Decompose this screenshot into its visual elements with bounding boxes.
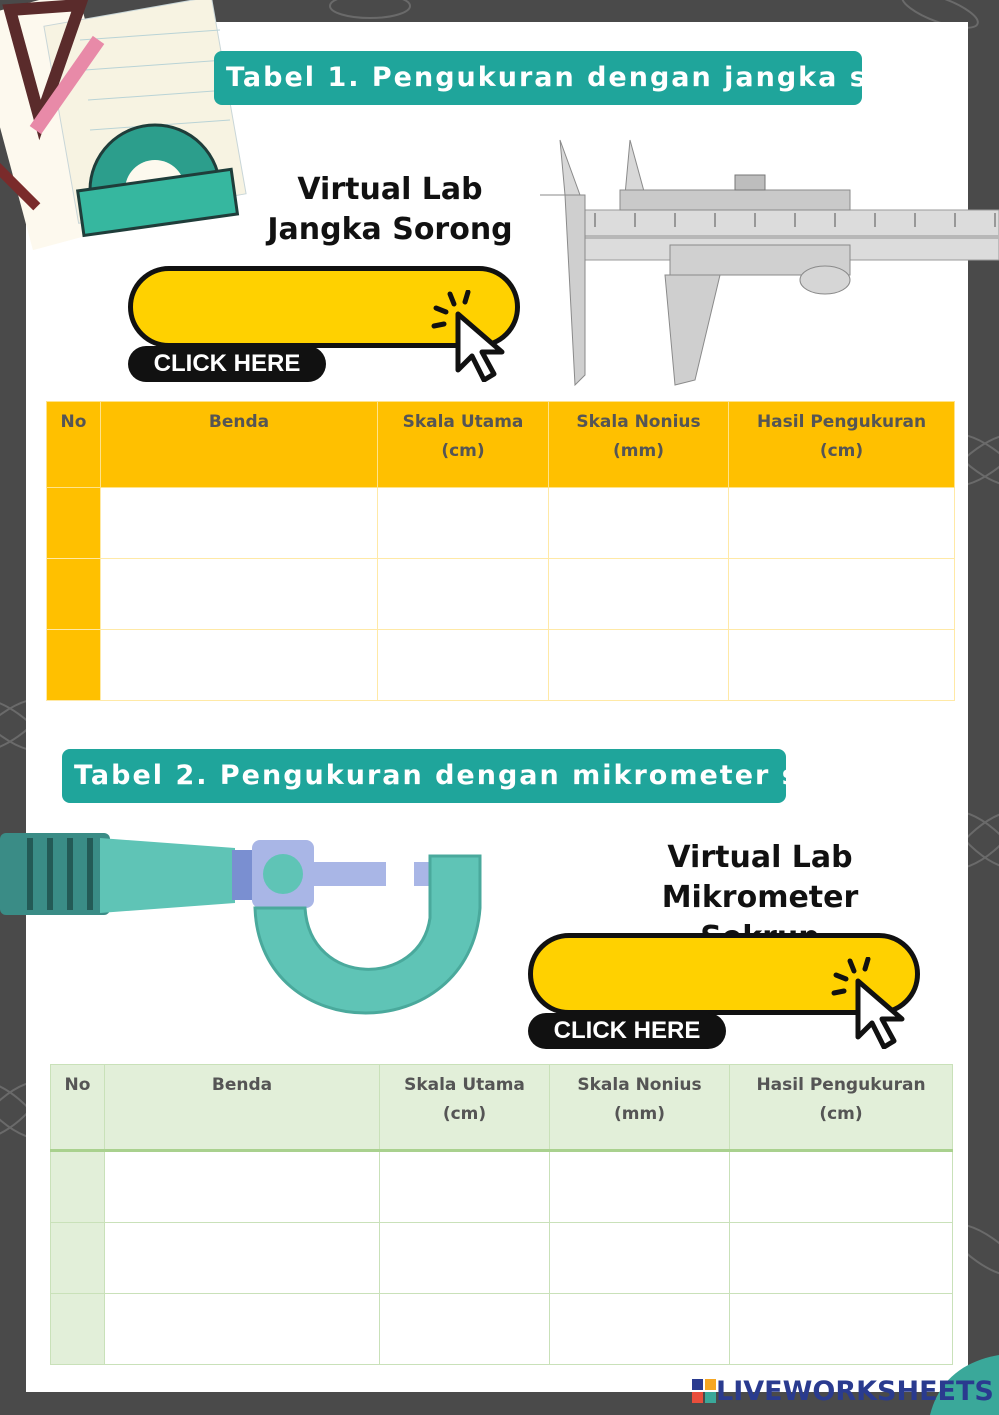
header-skala-nonius: [549, 402, 729, 488]
cell-skala-utama[interactable]: [378, 488, 549, 559]
header-benda-label: Benda: [208, 412, 270, 432]
cell-benda[interactable]: [101, 488, 378, 559]
cell-skala-utama[interactable]: [378, 630, 549, 701]
cell-skala-utama[interactable]: [380, 1151, 550, 1223]
cell-hasil[interactable]: [729, 559, 955, 630]
header-no-label: No: [64, 1075, 91, 1095]
cell-benda[interactable]: [101, 559, 378, 630]
header-skala-utama: [378, 402, 549, 488]
cell-skala-nonius[interactable]: [549, 630, 729, 701]
pointer-cursor-icon: [828, 957, 918, 1049]
table2-mikrometer-sekrup: [50, 1064, 953, 1365]
header-skala-nonius-label: Skala Nonius: [577, 1075, 702, 1095]
cell-benda[interactable]: [101, 630, 378, 701]
cell-skala-nonius[interactable]: [549, 559, 729, 630]
header-hasil-unit: (cm): [819, 441, 864, 461]
cell-hasil[interactable]: [730, 1294, 953, 1365]
liveworksheets-brand[interactable]: [692, 1374, 994, 1408]
mikrometer-click-here-button[interactable]: [528, 933, 928, 1053]
jangka-sorong-click-here-button[interactable]: [128, 266, 528, 386]
liveworksheets-brand-text: LIVEWORKSHEETS: [716, 1375, 994, 1407]
cell-no[interactable]: [51, 1151, 105, 1223]
header-benda: [105, 1065, 380, 1151]
cell-benda[interactable]: [105, 1223, 380, 1294]
header-no: [47, 402, 101, 488]
virtual-lab-line1: Virtual Lab: [667, 840, 853, 875]
cell-hasil[interactable]: [729, 488, 955, 559]
header-skala-utama: [380, 1065, 550, 1151]
cell-hasil[interactable]: [730, 1223, 953, 1294]
header-skala-utama-unit: (cm): [441, 441, 485, 461]
header-hasil: [730, 1065, 953, 1151]
cell-no[interactable]: [47, 630, 101, 701]
virtual-lab-jangka-sorong-heading: [250, 170, 530, 250]
cell-skala-nonius[interactable]: [549, 488, 729, 559]
geometry-tools-illustration: [0, 0, 250, 250]
pointer-cursor-icon: [428, 290, 518, 382]
cell-skala-utama[interactable]: [380, 1294, 550, 1365]
cell-no[interactable]: [47, 488, 101, 559]
header-hasil: [729, 402, 955, 488]
header-no-label: No: [60, 412, 87, 432]
liveworksheets-logo-icon: [692, 1379, 716, 1403]
virtual-lab-line1: Virtual Lab: [297, 172, 483, 207]
table1-title: Tabel 1. Pengukuran dengan jangka sorong: [214, 51, 862, 105]
header-benda: [101, 402, 378, 488]
virtual-lab-line2: Jangka Sorong: [267, 212, 513, 247]
cell-skala-utama[interactable]: [378, 559, 549, 630]
header-skala-nonius-label: Skala Nonius: [576, 412, 701, 432]
cell-hasil[interactable]: [730, 1151, 953, 1223]
cell-skala-nonius[interactable]: [550, 1151, 730, 1223]
header-hasil-label: Hasil Pengukuran: [756, 1075, 926, 1095]
table1-jangka-sorong: [46, 401, 955, 701]
vernier-caliper-illustration: [535, 135, 999, 390]
header-skala-utama-unit: (cm): [442, 1104, 487, 1124]
header-hasil-label: Hasil Pengukuran: [756, 412, 927, 432]
micrometer-screw-illustration: [0, 828, 490, 1048]
click-here-label[interactable]: CLICK HERE: [528, 1013, 726, 1049]
header-skala-utama-label: Skala Utama: [404, 1075, 525, 1095]
table-row: [47, 559, 955, 630]
header-hasil-unit: (cm): [819, 1104, 863, 1124]
table-row: [47, 488, 955, 559]
header-benda-label: Benda: [211, 1075, 273, 1095]
table-row: [47, 630, 955, 701]
cell-benda[interactable]: [105, 1294, 380, 1365]
click-here-label[interactable]: CLICK HERE: [128, 346, 326, 382]
cell-skala-nonius[interactable]: [550, 1223, 730, 1294]
virtual-lab-line2: Mikrometer: [661, 880, 859, 915]
table2-title: Tabel 2. Pengukuran dengan mikrometer sekrup: [62, 749, 786, 803]
cell-skala-utama[interactable]: [380, 1223, 550, 1294]
header-skala-nonius-unit: (mm): [614, 1104, 665, 1124]
table-row: [51, 1151, 953, 1223]
cell-benda[interactable]: [105, 1151, 380, 1223]
cell-hasil[interactable]: [729, 630, 955, 701]
header-skala-nonius-unit: (mm): [613, 441, 664, 461]
cell-no[interactable]: [51, 1294, 105, 1365]
cell-skala-nonius[interactable]: [550, 1294, 730, 1365]
table-row: [51, 1294, 953, 1365]
header-no: [51, 1065, 105, 1151]
table-row: [51, 1223, 953, 1294]
header-skala-utama-label: Skala Utama: [402, 412, 524, 432]
header-skala-nonius: [550, 1065, 730, 1151]
cell-no[interactable]: [51, 1223, 105, 1294]
cell-no[interactable]: [47, 559, 101, 630]
